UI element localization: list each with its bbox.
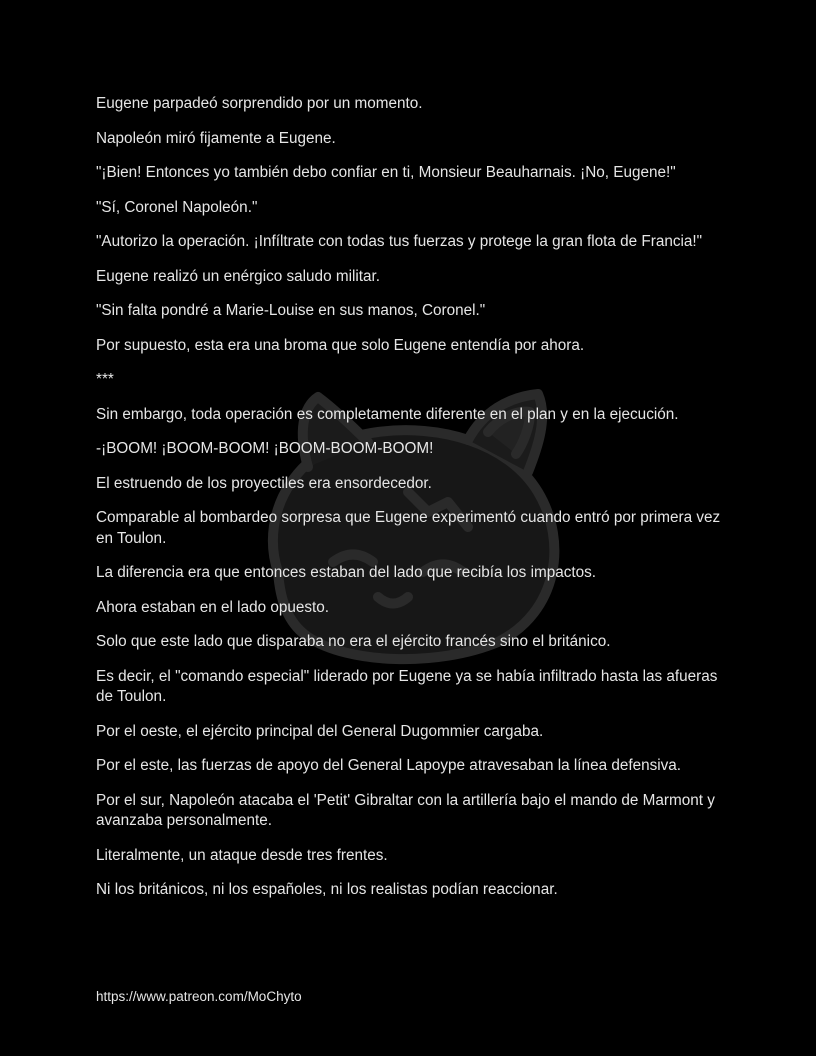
paragraph: "Autorizo la operación. ¡Infíltrate con todas tus fuerzas y protege la gran flota de Francia!" <box>96 233 703 250</box>
paragraph: El estruendo de los proyectiles era ensordecedor. <box>96 474 432 492</box>
paragraph: Por el este, las fuerzas de apoyo del General Lapoype atravesaban la línea defensiva. <box>96 757 682 774</box>
paragraph: Por supuesto, esta era una broma que solo Eugene entendía por ahora. <box>96 336 585 354</box>
paragraph: Solo que este lado que disparaba no era el ejército francés sino el británico. <box>96 633 611 650</box>
paragraph: Eugene parpadeó sorprendido por un momento. <box>96 95 423 112</box>
paragraph: Sin embargo, toda operación es completamente diferente en el plan y en la ejecución. <box>96 405 679 423</box>
paragraph: Napoleón miró fijamente a Eugene. <box>96 129 336 147</box>
document-body <box>96 94 728 915</box>
paragraph: Eugene realizó un enérgico saludo militar. <box>96 267 381 285</box>
paragraph: La diferencia era que entonces estaban del lado que recibía los impactos. <box>96 564 597 581</box>
paragraph: Literalmente, un ataque desde tres frentes. <box>96 846 388 864</box>
paragraph: "¡Bien! Entonces yo también debo confiar en ti, Monsieur Beauharnais. ¡No, Eugene!" <box>96 164 676 181</box>
paragraph: Ni los británicos, ni los españoles, ni los realistas podían reaccionar. <box>96 881 558 898</box>
paragraph: Es decir, el "comando especial" liderado por Eugene ya se había infiltrado hasta las afueras de Toulon. <box>96 667 718 705</box>
paragraph: Ahora estaban en el lado opuesto. <box>96 598 330 616</box>
paragraph: Por el oeste, el ejército principal del General Dugommier cargaba. <box>96 722 544 740</box>
paragraph: "Sí, Coronel Napoleón." <box>96 198 258 216</box>
scene-break: *** <box>96 371 114 388</box>
patreon-link[interactable]: https://www.patreon.com/MoChyto <box>96 989 302 1004</box>
paragraph: Por el sur, Napoleón atacaba el 'Petit' Gibraltar con la artillería bajo el mando de Marmont y avanzaba personalmente. <box>96 791 715 829</box>
paragraph: Comparable al bombardeo sorpresa que Eugene experimentó cuando entró por primera vez en Toulon. <box>96 509 721 547</box>
paragraph: "Sin falta pondré a Marie-Louise en sus manos, Coronel." <box>96 302 486 319</box>
paragraph: -¡BOOM! ¡BOOM-BOOM! ¡BOOM-BOOM-BOOM! <box>96 440 434 457</box>
